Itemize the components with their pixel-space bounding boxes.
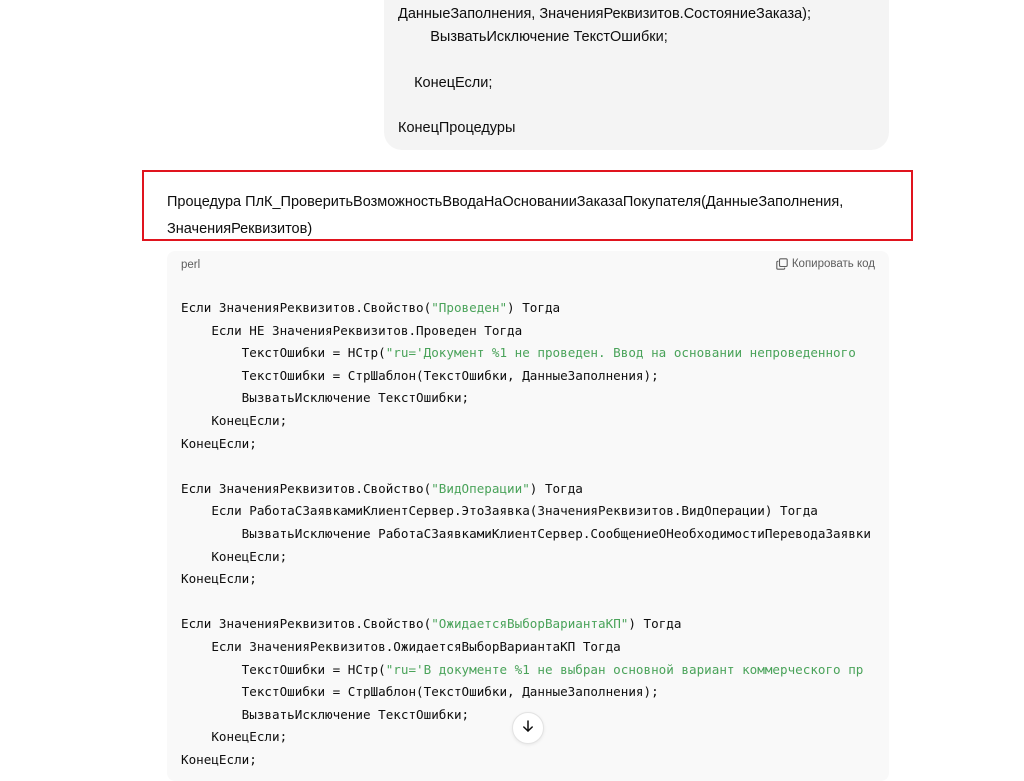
string-literal: "ВидОперации" <box>431 480 530 496</box>
code-text: Если ЗначенияРеквизитов.Свойство( <box>181 300 432 315</box>
arrow-down-icon <box>521 719 535 738</box>
user-message-line: ДанныеЗаполнения, ЗначенияРеквизитов.СостояниеЗаказа); <box>398 6 812 22</box>
scroll-to-bottom-button[interactable] <box>512 712 544 744</box>
code-line <box>181 749 889 772</box>
code-line <box>181 636 889 659</box>
code-line <box>181 568 889 591</box>
string-literal: "ru='В документе %1 не выбран основной вариант коммерческого пр <box>385 661 864 677</box>
code-text: Если РаботаСЗаявкамиКлиентСервер.ЭтоЗаявка(ЗначенияРеквизитов.ВидОперации) Тогда <box>181 503 818 519</box>
code-text: КонецЕсли; <box>181 751 257 767</box>
code-line <box>181 455 889 478</box>
code-text: ) Тогда <box>628 616 682 632</box>
code-line <box>181 546 889 569</box>
code-line <box>181 523 889 546</box>
code-line <box>181 478 889 501</box>
code-text: Если ЗначенияРеквизитов.Свойство( <box>181 616 432 632</box>
user-message-bubble <box>384 0 889 150</box>
code-text: ВызватьИсключение РаботаСЗаявкамиКлиентСервер.СообщениеОНеобходимостиПереводаЗаявки <box>181 525 871 541</box>
code-line <box>181 681 889 704</box>
code-text: КонецЕсли; <box>181 435 257 451</box>
code-line <box>181 297 889 320</box>
code-line <box>181 433 889 456</box>
code-text: ТекстОшибки = СтрШаблон(ТекстОшибки, ДанныеЗаполнения); <box>181 684 659 700</box>
code-text: Если НЕ ЗначенияРеквизитов.Проведен Тогда <box>181 322 523 338</box>
code-content <box>181 297 889 771</box>
procedure-signature-line-2: ЗначенияРеквизитов) <box>167 221 313 237</box>
copy-code-label: Копировать код <box>791 258 875 270</box>
code-text: ВызватьИсключение ТекстОшибки; <box>181 390 470 406</box>
code-text: Если ЗначенияРеквизитов.ОжидаетсяВыборВариантаКП Тогда <box>181 638 621 654</box>
user-message-line: КонецЕсли; <box>398 75 493 91</box>
code-line <box>181 342 889 365</box>
code-text: КонецЕсли; <box>181 548 288 564</box>
code-block <box>167 251 889 781</box>
code-text: ) Тогда <box>529 480 583 496</box>
code-text: Если ЗначенияРеквизитов.Свойство( <box>181 480 432 496</box>
string-literal: "ОжидаетсяВыборВариантаКП" <box>431 616 629 632</box>
copy-code-button[interactable] <box>776 258 875 270</box>
code-text: КонецЕсли; <box>181 571 257 587</box>
code-line <box>181 591 889 614</box>
string-literal: "ru='Документ %1 не проведен. Ввод на основании непроведенного <box>385 345 856 361</box>
user-message-line: КонецПроцедуры <box>398 120 516 136</box>
code-block-header <box>167 251 889 281</box>
code-text: ТекстОшибки = СтрШаблон(ТекстОшибки, ДанныеЗаполнения); <box>181 367 659 383</box>
code-line <box>181 659 889 682</box>
code-language-label: perl <box>181 259 201 271</box>
code-line <box>181 500 889 523</box>
code-line <box>181 410 889 433</box>
code-text: ) Тогда <box>507 300 561 315</box>
code-text: КонецЕсли; <box>181 729 288 745</box>
code-text: КонецЕсли; <box>181 412 288 428</box>
procedure-signature-line-1: Процедура ПлК_ПроверитьВозможностьВводаНаОснованииЗаказаПокупателя(ДанныеЗаполнения, <box>167 194 844 210</box>
user-message-line: ВызватьИсключение ТекстОшибки; <box>398 29 668 45</box>
code-text: ВызватьИсключение ТекстОшибки; <box>181 706 470 722</box>
code-text: ТекстОшибки = НСтр( <box>181 345 386 361</box>
string-literal: "Проведен" <box>431 300 508 315</box>
copy-icon <box>776 258 788 270</box>
code-text: ТекстОшибки = НСтр( <box>181 661 386 677</box>
code-line <box>181 613 889 636</box>
code-line <box>181 320 889 343</box>
code-line <box>181 365 889 388</box>
code-line <box>181 387 889 410</box>
